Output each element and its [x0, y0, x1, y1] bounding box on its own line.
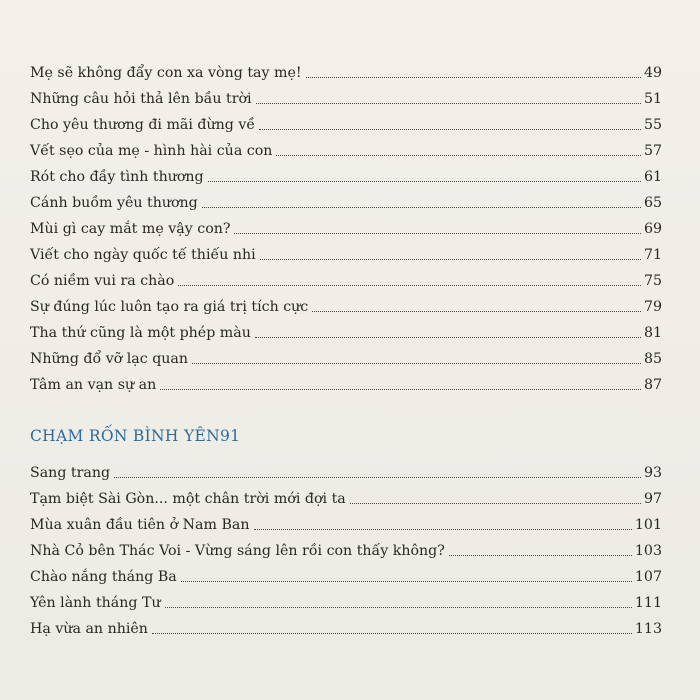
toc-entry [30, 108, 662, 134]
dot-leader [192, 362, 641, 364]
toc-entry-page: 101 [634, 517, 662, 533]
toc-entry-page: 113 [634, 621, 662, 637]
toc-entry [30, 56, 662, 82]
toc-entry [30, 586, 662, 612]
toc-entry [30, 316, 662, 342]
toc-entry-page: 61 [643, 169, 662, 185]
toc-entry-title: Nhà Cỏ bên Thác Voi - Vừng sáng lên rồi con thấy không? [30, 543, 445, 559]
dot-leader [276, 154, 641, 156]
toc-entry-page: 93 [643, 465, 662, 481]
toc-entry-page: 57 [643, 143, 662, 159]
toc-entry-page: 55 [643, 117, 662, 133]
section-title: CHẠM RỐN BÌNH YÊN [30, 427, 220, 445]
toc-entry [30, 368, 662, 394]
dot-leader [260, 258, 641, 260]
toc-entry-page: 81 [643, 325, 662, 341]
dot-leader [254, 528, 632, 530]
toc-entry-title: Sự đúng lúc luôn tạo ra giá trị tích cực [30, 299, 309, 315]
toc-entry-title: Có niềm vui ra chào [30, 273, 175, 289]
dot-leader [312, 310, 641, 312]
toc-entry [30, 264, 662, 290]
toc-entry [30, 134, 662, 160]
dot-leader [306, 76, 641, 78]
toc-entry-page: 87 [643, 377, 662, 393]
dot-leader [178, 284, 641, 286]
toc-entry-title: Những đổ vỡ lạc quan [30, 351, 189, 367]
toc-entry-title: Mùa xuân đầu tiên ở Nam Ban [30, 517, 250, 533]
toc-entry-title: Mùi gì cay mắt mẹ vậy con? [30, 221, 231, 237]
toc-entry [30, 342, 662, 368]
toc-entry-page: 79 [643, 299, 662, 315]
toc-entry [30, 290, 662, 316]
dot-leader [259, 128, 641, 130]
toc-entry-title: Cho yêu thương đi mãi đừng về [30, 117, 256, 133]
toc-entry [30, 534, 662, 560]
toc-entry [30, 186, 662, 212]
toc-entry [30, 508, 662, 534]
toc-entry-title: Chào nắng tháng Ba [30, 569, 177, 585]
dot-leader [255, 336, 641, 338]
dot-leader [114, 476, 641, 478]
toc-entry-title: Tạm biệt Sài Gòn... một chân trời mới đợi ta [30, 491, 346, 507]
dot-leader [256, 102, 641, 104]
toc-entry [30, 482, 662, 508]
toc-entry-title: Sang trang [30, 465, 111, 481]
toc-entry [30, 160, 662, 186]
dot-leader [165, 606, 632, 608]
toc-entry [30, 560, 662, 586]
toc-entry-title: Mẹ sẽ không đẩy con xa vòng tay mẹ! [30, 65, 302, 81]
dot-leader [181, 580, 632, 582]
toc-entry-title: Vết sẹo của mẹ - hình hài của con [30, 143, 273, 159]
toc-entry-page: 97 [643, 491, 662, 507]
toc-entry-title: Những câu hỏi thả lên bầu trời [30, 91, 252, 107]
dot-leader [202, 206, 641, 208]
toc-entry-page: 103 [634, 543, 662, 559]
dot-leader [160, 388, 641, 390]
toc-entry-title: Cánh buồm yêu thương [30, 195, 198, 211]
toc-entry-title: Viết cho ngày quốc tế thiếu nhi [30, 247, 256, 263]
toc-entry-page: 85 [643, 351, 662, 367]
section-page: 91 [219, 427, 241, 445]
toc-entry [30, 238, 662, 264]
toc-entry-page: 69 [643, 221, 662, 237]
toc-entry-title: Yên lành tháng Tư [30, 595, 161, 611]
toc-entry-page: 111 [634, 595, 662, 611]
toc-entry-page: 71 [643, 247, 662, 263]
toc-entry-title: Hạ vừa an nhiên [30, 621, 148, 637]
dot-leader [208, 180, 641, 182]
toc-entry-page: 107 [634, 569, 662, 585]
toc-entry [30, 612, 662, 638]
section-heading [30, 418, 662, 446]
toc-entry-page: 65 [643, 195, 662, 211]
toc-entry-page: 51 [643, 91, 662, 107]
dot-leader [152, 632, 632, 634]
toc-entry [30, 82, 662, 108]
toc-entry-page: 49 [643, 65, 662, 81]
toc-entry [30, 456, 662, 482]
toc-entry-title: Tâm an vạn sự an [30, 377, 157, 393]
toc-entry-title: Tha thứ cũng là một phép màu [30, 325, 251, 341]
toc-entry-page: 75 [643, 273, 662, 289]
toc-entry [30, 212, 662, 238]
dot-leader [350, 502, 641, 504]
toc-entry-title: Rót cho đầy tình thương [30, 169, 204, 185]
dot-leader [449, 554, 632, 556]
dot-leader [234, 232, 640, 234]
